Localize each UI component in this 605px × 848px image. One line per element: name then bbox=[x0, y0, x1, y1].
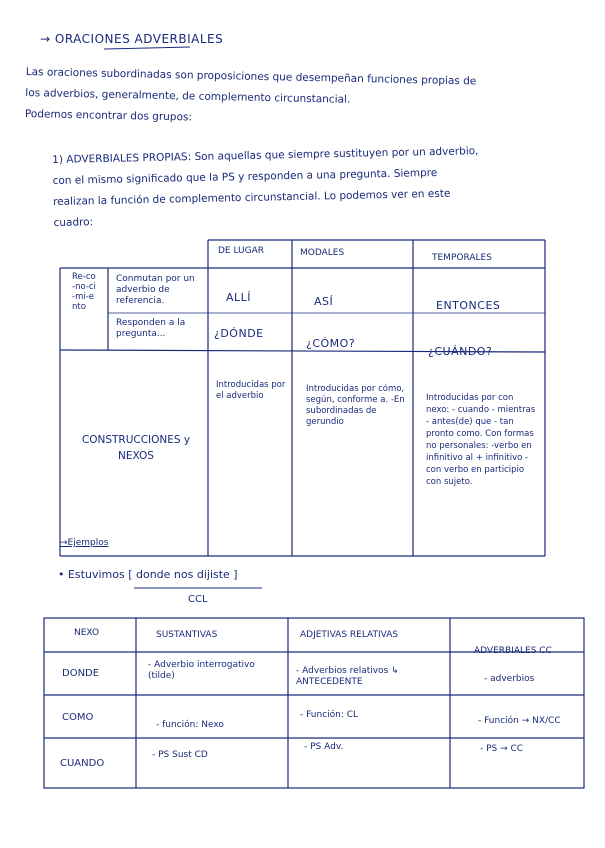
intro-paragraph bbox=[25, 62, 477, 134]
table1-footer-ejemplos: →Ejemplos bbox=[60, 538, 109, 548]
intro-line: Las oraciones subordinadas son proposiciones que desempeñan funciones propias de bbox=[25, 65, 477, 88]
table2-row-como-adj: - Función: CL bbox=[300, 710, 359, 720]
table1-header-temporales: TEMPORALES bbox=[432, 253, 492, 263]
table2-row-donde-sust: - Adverbio interrogativo (tilde) bbox=[148, 660, 255, 681]
table2-header-adjetivas: ADJETIVAS RELATIVAS bbox=[300, 630, 399, 640]
table1-header-modales: MODALES bbox=[300, 248, 345, 258]
table2-row-donde-nexo: DONDE bbox=[62, 668, 100, 679]
table2-row-cuando-sust: - PS Sust CD bbox=[152, 750, 208, 760]
table2-row-como-sust: - función: Nexo bbox=[156, 720, 224, 730]
title-underline bbox=[104, 47, 190, 49]
table1-criteria-responden: Responden a la pregunta... bbox=[116, 318, 186, 339]
table2-row-cuando-adj: - PS Adv. bbox=[304, 742, 344, 752]
section1-line: cuadro: bbox=[53, 216, 94, 229]
example-bracket: [ donde nos dijiste ] bbox=[128, 568, 238, 581]
table1-construcciones-label: CONSTRUCCIONES y NEXOS bbox=[81, 434, 191, 462]
table1-adverb-alli: ALLÍ bbox=[226, 291, 252, 304]
table2-row-como-nexo: COMO bbox=[62, 712, 94, 723]
table2-row-como-adv: - Función → NX/CC bbox=[478, 716, 561, 726]
table1-question-como: ¿CÓMO? bbox=[306, 337, 356, 350]
section1-line: 1) ADVERBIALES PROPIAS: Son aquellas que siempre sustituyen por un adverbio, bbox=[52, 145, 479, 166]
table1-question-donde: ¿DÓNDE bbox=[214, 327, 264, 340]
table2-row-donde-adj: - Adverbios relativos ↳ ANTECEDENTE bbox=[296, 666, 399, 687]
section1-line: realizan la función de complemento circunstancial. Lo podemos ver en este bbox=[52, 187, 451, 208]
table1-header-lugar: DE LUGAR bbox=[218, 246, 265, 256]
table1-construcciones-lugar: Introducidas por el adverbio bbox=[216, 380, 286, 401]
table1-criteria-conmutan: Conmutan por un adverbio de referencia. bbox=[116, 274, 195, 306]
table2-header-adverbiales: ADVERBIALES CC bbox=[474, 646, 552, 656]
table1-adverb-entonces: ENTONCES bbox=[436, 299, 501, 312]
table2-grid bbox=[44, 618, 584, 788]
example-sentence bbox=[58, 568, 238, 581]
table2-row-cuando-adv: - PS → CC bbox=[480, 744, 524, 754]
table1-side-label: Re-co-no-ci-mi-ento bbox=[72, 272, 96, 312]
table1-construcciones-temporales: Introducidas por con nexo: - cuando - mientras - antes(de) que - tan pronto como. Con formas no personales: -verbo en infinitivo al + infinitivo - con verbo en participio con sujeto. bbox=[426, 393, 536, 487]
page-title: → ORACIONES ADVERBIALES bbox=[40, 32, 224, 46]
table1-construcciones-modales: Introducidas por cómo, según, conforme a. -En subordinadas de gerundio bbox=[306, 384, 405, 427]
table2-header-sustantivas: SUSTANTIVAS bbox=[156, 630, 218, 640]
table2-row-cuando-nexo: CUANDO bbox=[60, 758, 105, 769]
intro-line: Podemos encontrar dos grupos: bbox=[24, 107, 193, 124]
section1-paragraph bbox=[52, 141, 480, 234]
table2-row-donde-adv: - adverbios bbox=[484, 674, 535, 684]
intro-line: los adverbios, generalmente, de complemento circunstancial. bbox=[25, 86, 351, 106]
table1-question-cuando: ¿CUÁNDO? bbox=[428, 345, 493, 358]
table2-header-nexo: NEXO bbox=[74, 628, 100, 638]
example-label: CCL bbox=[188, 594, 208, 605]
section1-line: con el mismo significado que la PS y responden a una pregunta. Siempre bbox=[52, 166, 438, 187]
table1-adverb-asi: ASÍ bbox=[314, 295, 334, 308]
example-prefix: • Estuvimos bbox=[58, 568, 125, 581]
